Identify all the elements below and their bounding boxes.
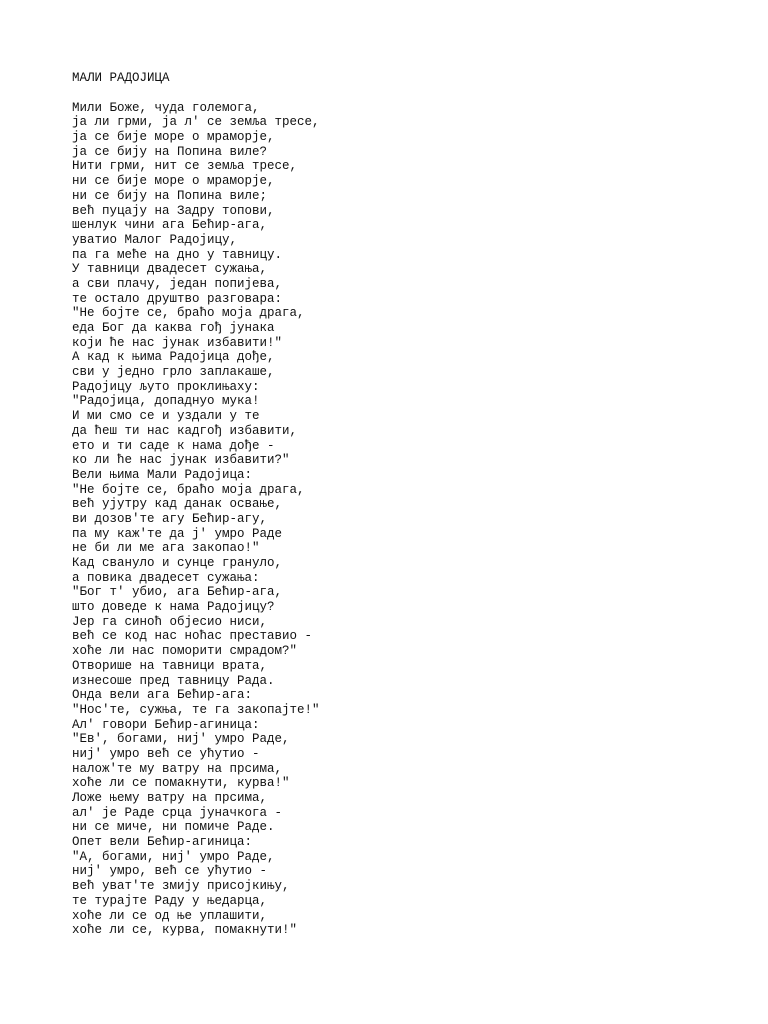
poem-line: ни се миче, ни помиче Раде.: [72, 820, 275, 835]
poem-line: Вели њима Мали Радојица:: [72, 467, 253, 482]
poem-line: ниј' умро, већ се ућутио -: [72, 864, 268, 879]
poem-line: хоће ли се помакнути, курва!": [72, 776, 290, 791]
poem-line: те остало друштво разговара:: [72, 291, 283, 306]
poem-line: "Бог т' убио, ага Бећир-ага,: [72, 585, 283, 600]
poem-title: МАЛИ РАДОЈИЦА: [72, 71, 170, 85]
poem-line: не би ли ме ага закопао!": [72, 541, 260, 556]
poem-line: па му каж'те да ј' умро Раде: [72, 526, 283, 541]
poem-line: А кад к њима Радојица дође,: [72, 350, 275, 365]
poem-line: хоће ли се од ње уплашити,: [72, 908, 268, 923]
poem-line: ни се бије море о мраморје,: [72, 174, 275, 189]
poem-line: "Не бојте се, браћо моја драга,: [72, 482, 305, 497]
poem-body: [72, 101, 732, 938]
poem-line: Ал' говори Бећир-агиница:: [72, 717, 260, 732]
poem-line: "Радојица, допаднуо мука!: [72, 394, 260, 409]
poem-line: ниј' умро већ се ућутио -: [72, 746, 260, 761]
poem-line: па га меће на дно у тавницу.: [72, 247, 283, 262]
poem-line: У тавници двадесет сужања,: [72, 262, 268, 277]
poem-line: "А, богами, ниј' умро Раде,: [72, 849, 275, 864]
poem-line: што доведе к нама Радојицу?: [72, 600, 275, 615]
poem-line: ето и ти саде к нама дође -: [72, 438, 275, 453]
poem-line: а сви плачу, један попијева,: [72, 276, 283, 291]
poem-line: Кад свануло и сунце грануло,: [72, 556, 283, 570]
poem-line: већ пуцају на Задру топови,: [72, 203, 275, 218]
poem-line: Онда вели ага Бећир-ага:: [72, 688, 253, 703]
poem-line: који ће нас јунак избавити!": [72, 335, 283, 350]
poem-line: већ уват'те змију присојкињу,: [72, 879, 290, 894]
poem-line: Ложе њему ватру на прсима,: [72, 791, 268, 805]
poem-line: да ћеш ти нас кадгођ избавити,: [72, 423, 298, 438]
poem-line: шенлук чини ага Бећир-ага,: [72, 218, 268, 233]
poem-line: те турајте Раду у њедарца,: [72, 893, 268, 908]
poem-line: хоће ли нас поморити смрадом?": [72, 644, 298, 659]
poem-line: ни се бију на Попина виле;: [72, 188, 268, 203]
poem-line: еда Бог да каква гођ јунака: [72, 321, 275, 335]
poem-line: хоће ли се, курва, помакнути!": [72, 923, 298, 938]
poem-line: ви дозов'те агу Бећир-агу,: [72, 511, 268, 526]
poem-line: а повика двадесет сужања:: [72, 570, 260, 585]
poem-line: Јер га синоћ објесио ниси,: [72, 614, 268, 629]
poem-line: ја се бију на Попина виле?: [72, 144, 268, 159]
document-page: [72, 71, 732, 938]
poem-line: уватио Малог Радојицу,: [72, 232, 238, 247]
poem-line: већ ујутру кад данак освање,: [72, 497, 283, 512]
poem-line: ја ли грми, ја л' се земља тресе,: [72, 115, 320, 130]
poem-line: ал' је Раде срца јуначкога -: [72, 805, 283, 820]
poem-line: ко ли ће нас јунак избавити?": [72, 453, 290, 468]
poem-line: сви у једно грло заплакаше,: [72, 365, 275, 380]
poem-line: Радојицу љуто проклињаху:: [72, 379, 260, 394]
poem-line: ја се бије море о мраморје,: [72, 130, 275, 145]
poem-line: Мили Боже, чуда големога,: [72, 100, 260, 115]
poem-line: Нити грми, нит се земља тресе,: [72, 159, 298, 174]
poem-line: "Ев', богами, ниј' умро Раде,: [72, 732, 290, 747]
poem-line: већ се код нас ноћас преставио -: [72, 629, 313, 644]
poem-line: Отворише на тавници врата,: [72, 658, 268, 673]
poem-line: "Не бојте се, браћо моја драга,: [72, 306, 305, 321]
poem-line: Опет вели Бећир-агиница:: [72, 835, 253, 850]
poem-line: изнесоше пред тавницу Рада.: [72, 673, 275, 688]
poem-line: "Нос'те, сужња, те га закопајте!": [72, 702, 320, 717]
poem-line: налож'те му ватру на прсима,: [72, 761, 283, 776]
poem-line: И ми смо се и уздали у те: [72, 409, 260, 424]
